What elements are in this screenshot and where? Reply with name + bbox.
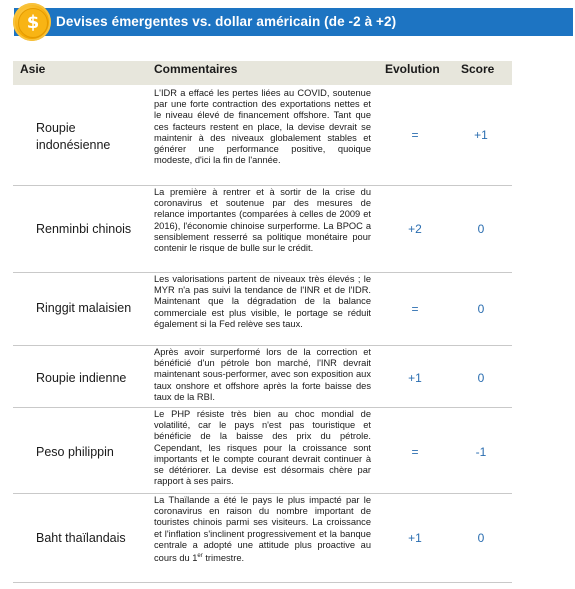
column-header-evolution: Evolution bbox=[385, 62, 440, 76]
row-divider bbox=[13, 407, 512, 408]
score-value: 0 bbox=[477, 222, 485, 236]
comment-text: Après avoir surperformé lors de la correction et bénéficié d'un pétrole bon marché, l'INR devrait maintenant sous-performer, avec son exposition aux taux onshore et offshore après la forte baisse des taux de la RBI. bbox=[154, 347, 371, 402]
title-bar bbox=[14, 8, 573, 36]
score-value: 0 bbox=[477, 302, 485, 316]
score-value: +1 bbox=[474, 128, 488, 142]
comment-text: Les valorisations partent de niveaux très élevés ; le MYR n'a pas suivi la tendance de l'INR et de l'IDR. Maintenant que la dégradation de la balance commerciale est plus visible, le portage se réduit également si la Fed relève ses taux. bbox=[154, 274, 371, 329]
row-divider bbox=[13, 582, 512, 583]
row-divider bbox=[13, 493, 512, 494]
currency-name: Baht thaïlandais bbox=[36, 531, 126, 545]
evolution-value: +1 bbox=[408, 531, 422, 545]
score-value: 0 bbox=[477, 371, 485, 385]
table-title: Devises émergentes vs. dollar américain (de -2 à +2) bbox=[56, 14, 397, 29]
comment-superscript: er bbox=[197, 553, 203, 560]
row-divider bbox=[13, 345, 512, 346]
comment-text: La première à rentrer et à sortir de la crise du coronavirus et soutenue par des mesures de relance importantes (comparées à celles de 2009 et 2016), l'économie chinoise surperforme. La BPOC a sensiblement resserré sa politique monétaire pour contenir le risque de bulle sur le crédit. bbox=[154, 187, 371, 254]
evolution-value: +1 bbox=[408, 371, 422, 385]
currency-name: Roupie indonésienne bbox=[36, 121, 111, 152]
score-value: -1 bbox=[475, 445, 487, 459]
comment-text bbox=[154, 495, 371, 564]
column-header-comments: Commentaires bbox=[154, 62, 238, 76]
evolution-value: = bbox=[411, 445, 419, 459]
currency-name: Renminbi chinois bbox=[36, 222, 132, 236]
row-divider bbox=[13, 185, 512, 186]
evolution-value: = bbox=[411, 302, 419, 316]
score-value: 0 bbox=[477, 531, 485, 545]
column-header-region: Asie bbox=[20, 62, 46, 76]
currency-name: Roupie indienne bbox=[36, 371, 127, 385]
evolution-value: = bbox=[411, 128, 419, 142]
row-divider bbox=[13, 272, 512, 273]
column-header-score: Score bbox=[461, 62, 495, 76]
comment-main: La Thaïlande a été le pays le plus impacté par le coronavirus en raison du nombre important de touristes chinois parmi ses visiteurs. La croissance et l'inflation s'inclinent progressivement et la banque centrale a adopté une attitude plus proactive au cours du 1 bbox=[154, 495, 371, 564]
comment-text: L'IDR a effacé les pertes liées au COVID, soutenue par une forte contraction des exportations nettes et le niveau élevé de financement offshore. Tant que ces facteurs restent en place, la devise devrait se maintenir à des niveaux globalement stables et générer une performance positive, quoique modeste, d'ici la fin de l'année. bbox=[154, 88, 371, 166]
evolution-value: +2 bbox=[408, 222, 422, 236]
comment-end: trimestre. bbox=[202, 553, 245, 564]
dollar-sign: $ bbox=[18, 8, 48, 38]
dollar-coin-icon bbox=[13, 3, 51, 41]
comment-text: Le PHP résiste très bien au choc mondial de volatilité, car le pays n'est pas touristique et bénéficie de la baisse des prix du pétrole. Cependant, les risques pour la croissance sont importants et le compte courant devrait continuer à se détériorer. La devise est désormais chère par rapport à ses pairs. bbox=[154, 409, 371, 487]
currency-name: Ringgit malaisien bbox=[36, 301, 132, 315]
currency-name: Peso philippin bbox=[36, 445, 114, 459]
